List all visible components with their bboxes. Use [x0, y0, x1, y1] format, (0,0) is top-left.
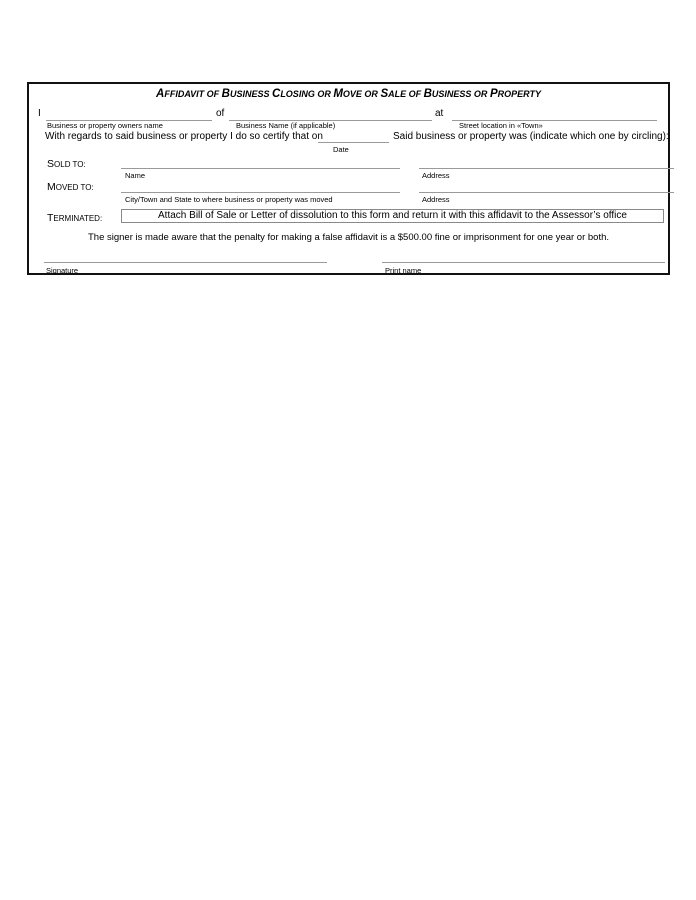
- penalty-notice: The signer is made aware that the penalty for making a false affidavit is a $500.00 fine or imprisonment for one year or both.: [87, 232, 610, 243]
- signature-field[interactable]: [44, 262, 327, 263]
- sold-to-name-caption: Name: [125, 171, 146, 180]
- print-name-field[interactable]: [382, 262, 665, 263]
- moved-to-city-caption: City/Town and State to where business or property was moved: [125, 195, 333, 204]
- signature-caption: Signature: [46, 266, 79, 275]
- business-name-caption: Business Name (if applicable): [236, 121, 336, 130]
- form-title: AFFIDAVIT OF BUSINESS CLOSING OR MOVE OR SALE OF BUSINESS OR PROPERTY: [156, 88, 541, 100]
- certify-text: With regards to said business or property I do so certify that on: [45, 131, 323, 142]
- prefix-i: I: [38, 108, 41, 119]
- date-caption: Date: [333, 145, 349, 154]
- of-label: of: [216, 108, 225, 119]
- moved-to-option[interactable]: MOVED TO:: [47, 181, 94, 193]
- circling-instruction: Said business or property was (indicate which one by circling):: [393, 131, 669, 142]
- print-name-caption: Print name: [385, 266, 422, 275]
- moved-to-city-field[interactable]: [121, 192, 400, 193]
- affidavit-form: [27, 82, 670, 275]
- date-field[interactable]: [318, 142, 389, 143]
- terminated-instruction-box: Attach Bill of Sale or Letter of dissolution to this form and return it with this affidavit to the Assessor’s office: [121, 209, 664, 223]
- street-location-caption: Street location in «Town»: [459, 121, 543, 130]
- sold-to-address-caption: Address: [422, 171, 450, 180]
- moved-to-address-field[interactable]: [419, 192, 674, 193]
- sold-to-option[interactable]: SOLD TO:: [47, 158, 86, 170]
- owner-name-caption: Business or property owners name: [47, 121, 163, 130]
- sold-to-address-field[interactable]: [419, 168, 674, 169]
- moved-to-address-caption: Address: [422, 195, 450, 204]
- at-label: at: [435, 108, 444, 119]
- sold-to-name-field[interactable]: [121, 168, 400, 169]
- terminated-option[interactable]: TERMINATED:: [47, 212, 103, 224]
